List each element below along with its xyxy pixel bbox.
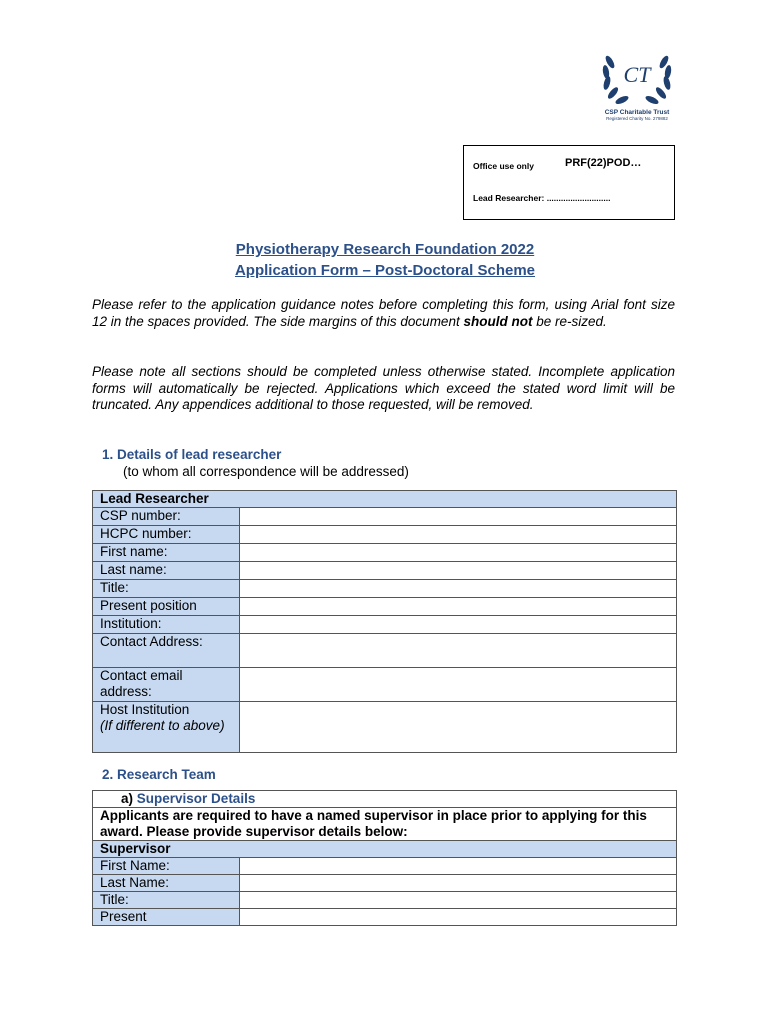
first-name-field[interactable] [240,544,677,562]
logo-initials: CT [623,62,651,87]
logo-registration: Registered Charity No. 279882 [606,116,668,121]
section-1-subheading: (to whom all correspondence will be addressed) [123,464,409,479]
institution-field[interactable] [240,616,677,634]
contact-address-field[interactable] [240,634,677,668]
charitable-trust-logo [592,44,682,132]
document-title: Physiotherapy Research Foundation 2022 [235,241,535,258]
last-name-field[interactable] [240,562,677,580]
field-label: CSP number: [93,508,240,526]
present-position-field[interactable] [240,598,677,616]
supervisor-present-field[interactable] [240,909,677,926]
hcpc-number-field[interactable] [240,526,677,544]
section-2-heading: 2. Research Team [102,767,216,782]
field-label: Contact email address: [93,668,240,702]
office-reference: PRF(22)POD… [565,157,642,169]
field-label: Present [93,909,240,926]
lead-researcher-table [92,490,677,753]
field-label: Host Institution (If different to above) [93,702,240,753]
host-institution-field[interactable] [240,702,677,753]
supervisor-first-name-field[interactable] [240,858,677,875]
contact-email-field[interactable] [240,668,677,702]
section-1-heading: 1. Details of lead researcher [102,447,282,462]
field-label: Last name: [93,562,240,580]
csp-number-field[interactable] [240,508,677,526]
field-label: First Name: [93,858,240,875]
supervisor-notice: Applicants are required to have a named supervisor in place prior to applying for this award. Please provide supervisor details below: [93,808,677,841]
supervisor-header: Supervisor [93,841,677,858]
field-label: Last Name: [93,875,240,892]
document-subtitle: Application Form – Post-Doctoral Scheme [234,262,536,279]
field-label: Present position [93,598,240,616]
intro-paragraph-2: Please note all sections should be completed unless otherwise stated. Incomplete application forms will automatically be rejected. Applications which exceed the stated word limit will be truncated. Any appendices additional to those requested, will be removed. [92,364,675,412]
field-label: Institution: [93,616,240,634]
supervisor-subheading: a) Supervisor Details [93,791,677,808]
field-label: Title: [93,580,240,598]
field-label: First name: [93,544,240,562]
supervisor-title-field[interactable] [240,892,677,909]
title-field[interactable] [240,580,677,598]
intro-paragraph-1: Please refer to the application guidance notes before completing this form, using Arial font size 12 in the spaces provided. The side margins of this document should not be re-sized. [92,297,675,329]
supervisor-last-name-field[interactable] [240,875,677,892]
office-use-label: Office use only [473,161,534,171]
field-label: HCPC number: [93,526,240,544]
office-use-box [463,145,675,220]
laurel-wreath-icon [598,44,676,108]
supervisor-table [92,790,677,926]
field-label: Contact Address: [93,634,240,668]
lead-researcher-header: Lead Researcher [93,491,677,508]
logo-name: CSP Charitable Trust [604,109,670,116]
office-lead-researcher: Lead Researcher: ........................... [473,193,611,203]
field-label: Title: [93,892,240,909]
